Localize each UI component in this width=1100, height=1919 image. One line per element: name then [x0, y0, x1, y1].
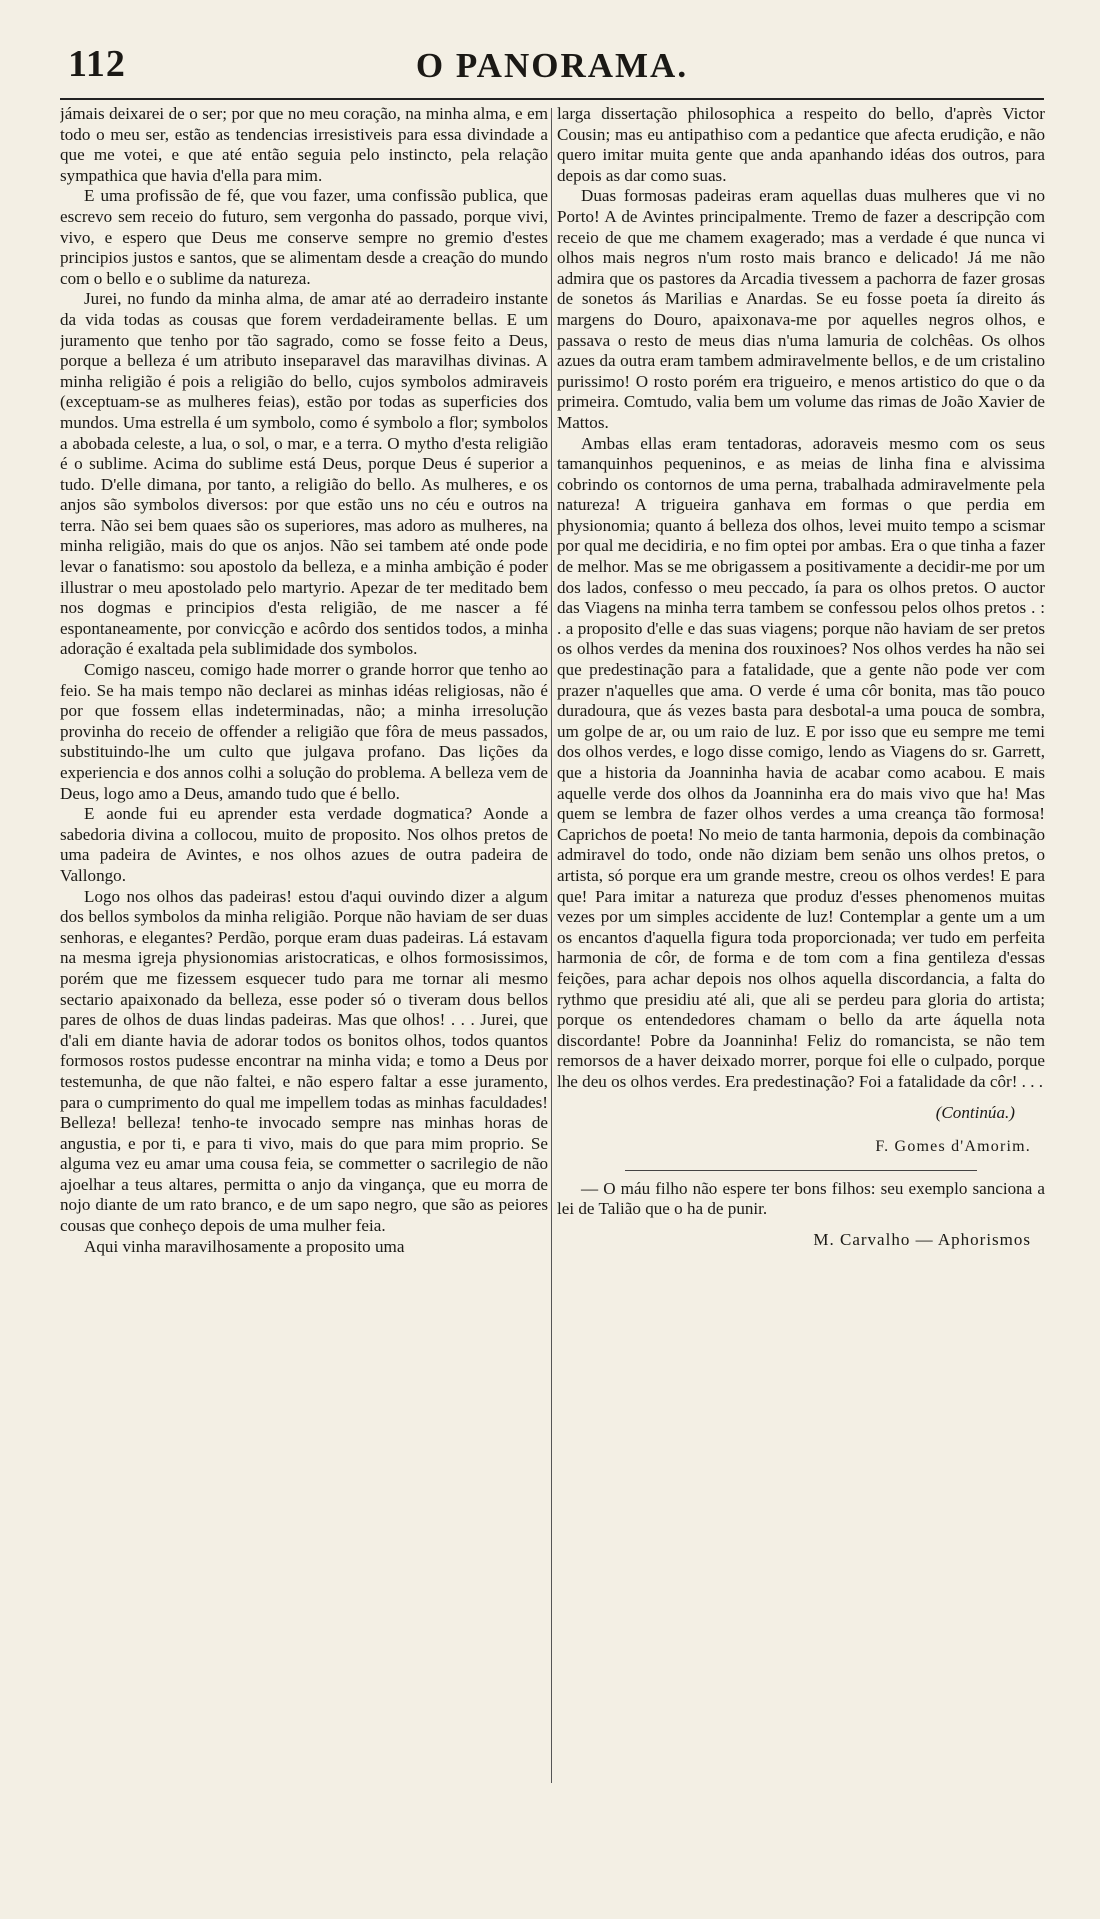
author-signature: F. Gomes d'Amorim. — [875, 1138, 1031, 1156]
right-column — [557, 104, 1045, 1884]
paragraph: E aonde fui eu aprender esta verdade dogmatica? Aonde a sabedoria divina a collocou, muito de proposito. Nos olhos pretos de uma padeira de Avintes, e nos olhos azues de outra padeira de Vallongo. — [60, 804, 548, 885]
journal-title: O PANORAMA. — [415, 46, 689, 85]
paragraph: Jurei, no fundo da minha alma, de amar até ao derradeiro instante da vida todas as cousas que forem verdadeiramente bellas. E um juramento que tenho por tão sagrado, como se fosse feito a Deus, porque a belleza é um atributo inseparavel das maravilhas divinas. A minha religião é pois a religião do bello, cujos symbolos admiraveis (exceptuam-se as mulheres feias), estão por todas as superficies dos mundos. Uma estrella é um symbolo, como é symbolo a flor; symbolos a abobada celeste, a lua, o sol, o mar, e a terra. O mytho d'esta religião é o sublime. Acima do sublime está Deus, porque Deus é superior a tudo. D'elle dimana, por tanto, a religião do bello. As mulheres, e os anjos são symbolos diversos: por que estão uns no céu e outros na terra. Não sei bem quaes são os superiores, mas adoro as mulheres, na minha religião, mais do que os anjos. Não sei tambem até onde pode levar o fanatismo: sou apostolo da belleza, e a minha ambição é poder illustrar o meu apostolado pelo martyrio. Apezar de ter meditado bem nos dogmas e principios d'esta religião, de me nascer a fé espontaneamente, por convicção e acôrdo dos sentidos todos, a minha adoração é exaltada pela sublimidade dos symbolos. — [60, 289, 548, 659]
header-rule — [60, 98, 1044, 100]
column-divider — [551, 108, 552, 1783]
aphorism-text: — O máu filho não espere ter bons filhos: seu exemplo sanciona a lei de Talião que o ha de punir. — [557, 1178, 1045, 1219]
continued-note: (Continúa.) — [935, 1102, 1015, 1122]
paragraph: Comigo nasceu, comigo hade morrer o grande horror que tenho ao feio. Se ha mais tempo não declarei as minhas idéas religiosas, não é por que fossem ellas indeterminadas, não; a minha irresolução provinha do receio de offender a religião que fôra de meus passados, substituindo-lhe um culto que julgava profano. Das lições da experiencia e dos annos colhi a solução do problema. A belleza vem de Deus, logo amo a Deus, amando tudo que é bello. — [60, 660, 548, 803]
paragraph: Aqui vinha maravilhosamente a proposito uma — [84, 1236, 405, 1256]
aphorism-author: M. Carvalho — Aphorismos — [813, 1229, 1031, 1249]
paragraph: Ambas ellas eram tentadoras, adoraveis mesmo com os seus tamanquinhos pequeninos, e as meias de linha fina e alvissima cobrindo os contornos de uma perna, trabalhada admiravelmente pela natureza! A trigueira ganhava em formas o que perdia em physionomia; quanto á belleza dos olhos, levei muito tempo a scismar por qual me decidiria, e no fim optei por ambas. Era o que tinha a fazer de melhor. Mas se me obrigassem a positivamente a decidir-me por um dos lados, confesso o meu peccado, ía para os olhos pretos. O auctor das Viagens na minha terra tambem se confessou pelos olhos pretos . : . a proposito d'elle e das suas viagens; porque não haviam de ser pretos os olhos verdes da menina dos rouxinoes? Nos olhos verdes ha não sei que predestinação para a fatalidade, que a gente não pode ver com prazer n'aquelles que ama. O verde é uma côr bonita, mas tão pouco duradoura, que ás vezes basta para desbotal-a uma pouca de sombra, um golpe de ar, ou um raio de luz. E por isso que eu sempre me temi dos olhos verdes, e logo disse comigo, lendo as Viagens do sr. Garrett, que a historia da Joanninha havia de acabar como acabou. E mais aquelle verde dos olhos da Joanninha era do mais vivo que ha! Mas quem se lembra de fazer olhos verdes a uma creança tão formosa! Caprichos de poeta! No meio de tanta harmonia, depois da combinação admiravel do todo, onde não diziam bem senão uns olhos pretos, o artista, só porque era um grande mestre, creou os olhos verdes! E para que! Para imitar a natureza que produz d'esses phenomenos muitas vezes por um simples accidente de luz! Contemplar a gente um a um os encantos d'aquella figura toda proporcionada; ver tudo em perfeita harmonia de côr, de forma e de tom com a fina gentileza d'essas feições, para achar depois nos olhos aquella discordancia, a falta do rythmo que presidiu até ali, que ali se perdeu para gloria do artista; porque os entendedores chamam o bello da arte áquella nota discordante! Pobre da Joanninha! Feliz do romancista, se não tem remorsos de a haver deixado morrer, porque foi elle o culpado, porque lhe deu os olhos verdes. Era predestinação? Foi a fatalidade da côr! . . . — [557, 433, 1045, 1091]
paragraph: Duas formosas padeiras eram aquellas duas mulheres que vi no Porto! A de Avintes principalmente. Tremo de fazer a descripção com receio de que me chamem exagerado; mas a verdade é que nunca vi olhos mais negros n'um rosto mais branco e delicado! Já me não admira que os pastores da Arcadia tivessem a pachorra de fazer grosas de sonetos ás Marilias e Anardas. Se eu fosse poeta ía direito ás margens do Douro, apaixonava-me por aquelles negros olhos, e passava o resto de meus dias n'uma lamuria de colchêas. Os olhos azues da outra eram tambem admiravelmente bellos, e de um cristalino purissimo! O rosto porém era trigueiro, e menos artistico do que o da primeira. Comtudo, valia bem um volume das rimas de João Xavier de Mattos. — [557, 186, 1045, 432]
page-header — [60, 38, 1044, 98]
page-number: 112 — [68, 43, 126, 85]
paragraph: larga dissertação philosophica a respeito do bello, d'après Victor Cousin; mas eu antipathiso com a pedantice que afecta erudição, e não quero imitar muita gente que anda apanhando idéas dos outros, para depois as dar como suas. — [557, 104, 1045, 185]
left-column — [60, 104, 548, 1884]
paragraph: jámais deixarei de o ser; por que no meu coração, na minha alma, e em todo o meu ser, estão as tendencias irresistiveis para essa divindade a que me votei, e que até então seguia pelo instincto, pela relação sympathica que havia d'ella para mim. — [60, 104, 548, 185]
paragraph: E uma profissão de fé, que vou fazer, uma confissão publica, que escrevo sem receio do futuro, sem vergonha do passado, porque vivi, vivo, e espero que Deus me conserve sempre no gremio d'estes principios justos e santos, que se alimentam desde a creação do mundo com o bello e o sublime da natureza. — [60, 186, 548, 288]
paragraph: Logo nos olhos das padeiras! estou d'aqui ouvindo dizer a algum dos bellos symbolos da minha religião. Porque não haviam de ser duas senhoras, e elegantes? Perdão, porque eram duas padeiras. Lá estavam na mesma igreja physionomias aristocraticas, e olhos formosissimos, porém que me fizessem esquecer tudo para me tornar ali mesmo sectario apaixonado da belleza, esse poder só o tiveram dous bellos pares de olhos de duas lindas padeiras. Mas que olhos! . . . Jurei, que d'ali em diante havia de adorar todos os bonitos olhos, todos quantos formosos rostos pudesse encontrar na minha vida; e tomo a Deus por testemunha, de que não faltei, e não espero faltar a esse juramento, para o cumprimento do qual me impellem todas as minhas faculdades! Belleza! belleza! tenho-te invocado sempre nas minhas horas de angustia, e por ti, e para ti vivo, mais do que para mim proprio. Se alguma vez eu amar uma cousa feia, se commetter o sacrilegio de não ajoelhar a teus altares, permitta o anjo da vingança, que eu morra de nojo diante de um rato branco, e de um sapo negro, que são as peiores cousas que conheço depois de uma mulher feia. — [60, 886, 548, 1236]
section-separator — [625, 1170, 976, 1171]
